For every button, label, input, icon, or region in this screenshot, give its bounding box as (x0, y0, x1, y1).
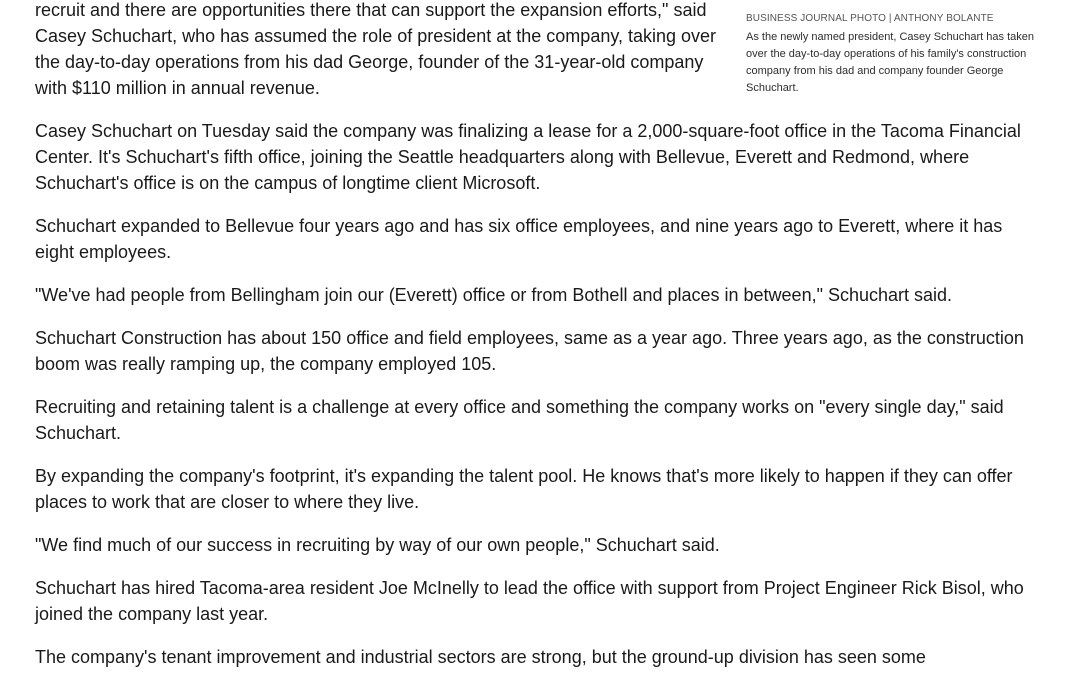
paragraph-bellingham-quote: "We've had people from Bellingham join our (Everett) office or from Bothell and places in between," Schuchart said. (35, 285, 953, 305)
lead-section (35, 0, 1045, 101)
photo-caption: As the newly named president, Casey Schuchart has taken over the day-to-day operations of his family's construction company from his dad and company founder George Schuchart. (746, 31, 1034, 94)
lead-text-before: recruit and there are opportunities there that can support the expansion efforts," said (35, 0, 707, 20)
lead-text-after: , who has assumed the role of president at the company, taking over the day-to-day operations from his dad George, founder of the 31-year-old company with $110 million in annual revenue. (35, 26, 717, 98)
photo-block (746, 0, 1046, 97)
casey-schuchart-link[interactable]: Casey Schuchart (35, 26, 173, 46)
article-body (35, 0, 1045, 687)
paragraph-employee-count: Schuchart Construction has about 150 office and field employees, same as a year ago. Three years ago, as the construction boom was really ramping up, the company employed 105. (35, 328, 1024, 374)
paragraph-tacoma-office: Casey Schuchart on Tuesday said the company was finalizing a lease for a 2,000-square-foot office in the Tacoma Financial Center. It's Schuchart's fifth office, joining the Seattle headquarters along with Bellevue, Everett and Redmond, where Schuchart's office is on the campus of longtime client Microsoft. (35, 121, 1021, 193)
photo-credit: BUSINESS JOURNAL PHOTO | ANTHONY BOLANTE (746, 13, 994, 24)
paragraph-recruiting: Recruiting and retaining talent is a challenge at every office and something the company works on "every single day," said Schuchart. (35, 397, 1004, 443)
paragraph-new-hire: Schuchart has hired Tacoma-area resident Joe McInelly to lead the office with support from Project Engineer Rick Bisol, who joined the company last year. (35, 578, 1024, 624)
paragraph-bellevue-everett: Schuchart expanded to Bellevue four years ago and has six office employees, and nine years ago to Everett, where it has eight employees. (35, 216, 1003, 262)
paragraph-success-quote: "We find much of our success in recruiting by way of our own people," Schuchart said. (35, 535, 720, 555)
paragraph-talent-pool: By expanding the company's footprint, it's expanding the talent pool. He knows that's more likely to happen if they can offer places to work that are closer to where they live. (35, 466, 1013, 512)
paragraph-sectors: The company's tenant improvement and industrial sectors are strong, but the ground-up division has seen some (35, 647, 926, 667)
lead-paragraph (35, 0, 723, 101)
